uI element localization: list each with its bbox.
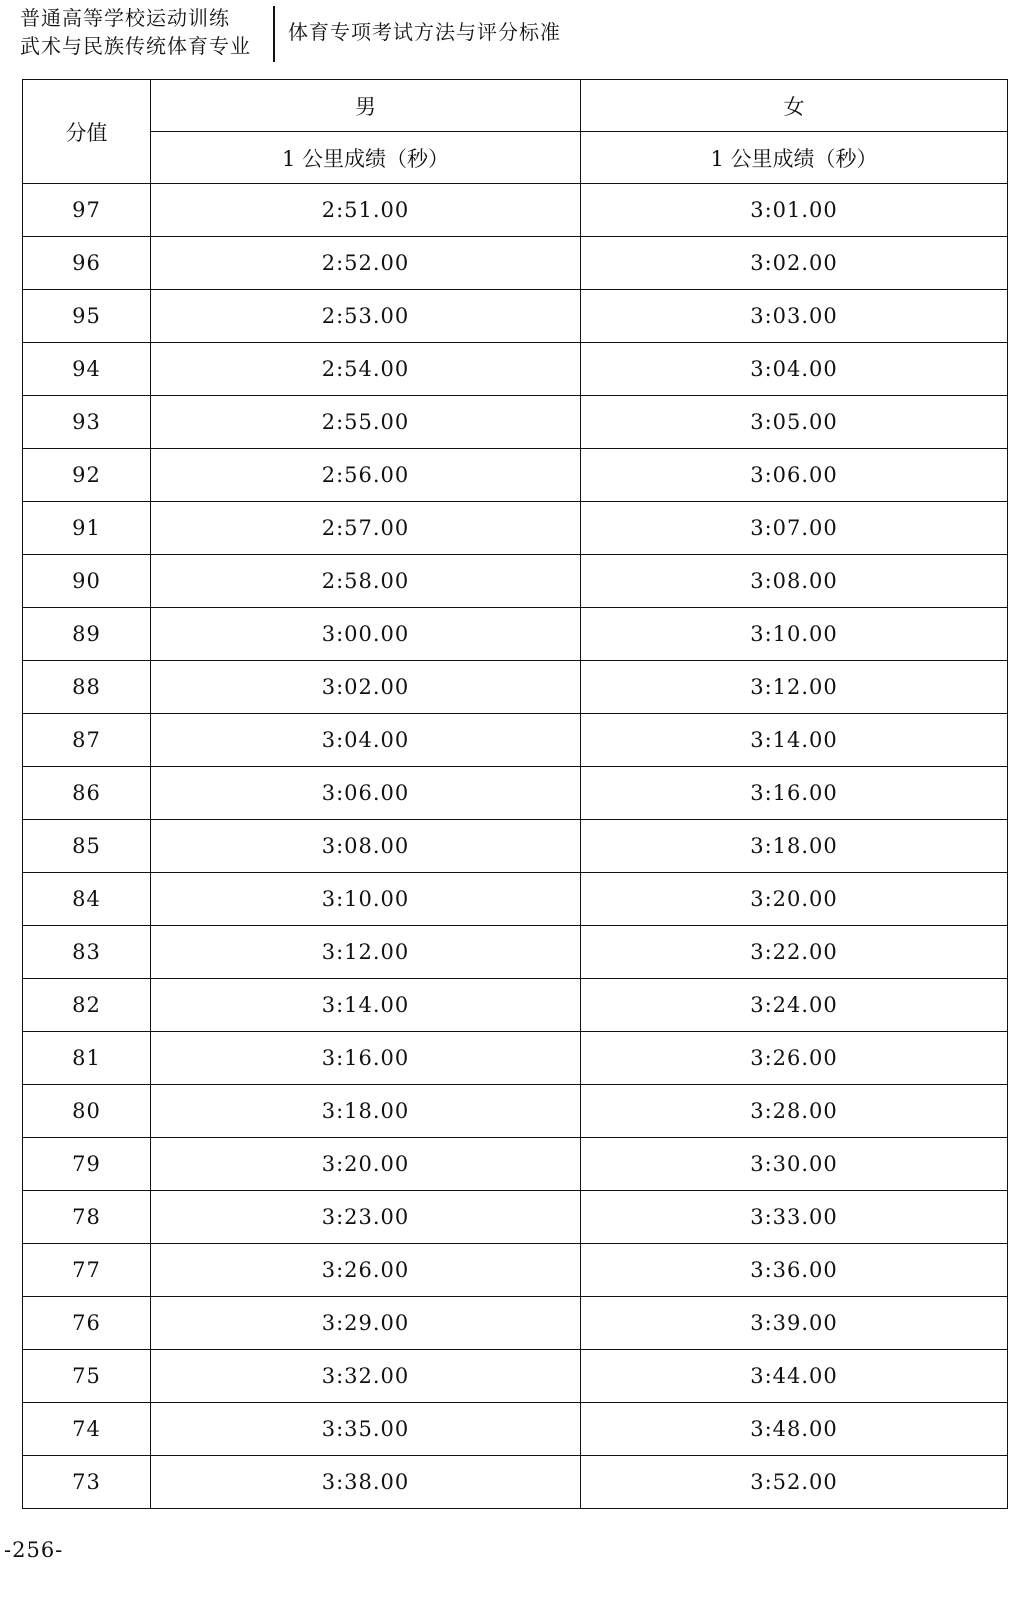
cell-score: 84 [23, 873, 151, 926]
cell-score: 86 [23, 767, 151, 820]
cell-female-time: 3:02.00 [581, 237, 1008, 290]
table-row [23, 1032, 1008, 1085]
table-row [23, 1297, 1008, 1350]
cell-score: 94 [23, 343, 151, 396]
cell-score: 78 [23, 1191, 151, 1244]
cell-male-time: 3:20.00 [151, 1138, 581, 1191]
cell-female-time: 3:08.00 [581, 555, 1008, 608]
cell-female-time: 3:12.00 [581, 661, 1008, 714]
subheader-female: 1 公里成绩（秒） [581, 132, 1008, 184]
table-row [23, 555, 1008, 608]
cell-female-time: 3:05.00 [581, 396, 1008, 449]
cell-female-time: 3:10.00 [581, 608, 1008, 661]
cell-score: 95 [23, 290, 151, 343]
cell-male-time: 3:35.00 [151, 1403, 581, 1456]
cell-female-time: 3:24.00 [581, 979, 1008, 1032]
table-row [23, 926, 1008, 979]
table-row [23, 767, 1008, 820]
table-row [23, 449, 1008, 502]
table-row [23, 1191, 1008, 1244]
cell-male-time: 3:16.00 [151, 1032, 581, 1085]
cell-female-time: 3:26.00 [581, 1032, 1008, 1085]
series-title-line1: 普通高等学校运动训练 [20, 6, 230, 30]
cell-male-time: 2:55.00 [151, 396, 581, 449]
cell-female-time: 3:36.00 [581, 1244, 1008, 1297]
cell-score: 97 [23, 184, 151, 237]
cell-male-time: 2:51.00 [151, 184, 581, 237]
page-number: -256- [4, 1538, 64, 1562]
cell-male-time: 3:12.00 [151, 926, 581, 979]
cell-score: 87 [23, 714, 151, 767]
header-male: 男 [151, 80, 581, 132]
cell-male-time: 2:54.00 [151, 343, 581, 396]
cell-female-time: 3:20.00 [581, 873, 1008, 926]
table-row [23, 979, 1008, 1032]
cell-male-time: 3:14.00 [151, 979, 581, 1032]
cell-female-time: 3:07.00 [581, 502, 1008, 555]
cell-female-time: 3:52.00 [581, 1456, 1008, 1509]
subheader-male: 1 公里成绩（秒） [151, 132, 581, 184]
table-row [23, 237, 1008, 290]
table-row [23, 1085, 1008, 1138]
table-row [23, 290, 1008, 343]
series-title [20, 4, 274, 60]
table-row [23, 343, 1008, 396]
table-row [23, 820, 1008, 873]
cell-score: 77 [23, 1244, 151, 1297]
cell-male-time: 3:00.00 [151, 608, 581, 661]
cell-male-time: 3:02.00 [151, 661, 581, 714]
cell-male-time: 2:52.00 [151, 237, 581, 290]
table-row [23, 714, 1008, 767]
cell-female-time: 3:28.00 [581, 1085, 1008, 1138]
cell-female-time: 3:39.00 [581, 1297, 1008, 1350]
table-row [23, 608, 1008, 661]
score-table-body [23, 184, 1008, 1509]
cell-female-time: 3:22.00 [581, 926, 1008, 979]
header-divider [273, 6, 275, 62]
cell-score: 89 [23, 608, 151, 661]
cell-score: 93 [23, 396, 151, 449]
cell-female-time: 3:16.00 [581, 767, 1008, 820]
table-row [23, 1350, 1008, 1403]
table-row [23, 1456, 1008, 1509]
cell-female-time: 3:33.00 [581, 1191, 1008, 1244]
cell-female-time: 3:18.00 [581, 820, 1008, 873]
cell-male-time: 3:10.00 [151, 873, 581, 926]
cell-male-time: 2:58.00 [151, 555, 581, 608]
cell-male-time: 2:56.00 [151, 449, 581, 502]
running-header [20, 4, 920, 62]
table-row [23, 396, 1008, 449]
cell-female-time: 3:01.00 [581, 184, 1008, 237]
cell-male-time: 2:53.00 [151, 290, 581, 343]
header-female: 女 [581, 80, 1008, 132]
cell-score: 80 [23, 1085, 151, 1138]
cell-female-time: 3:04.00 [581, 343, 1008, 396]
table-row [23, 1138, 1008, 1191]
header-score: 分值 [23, 80, 151, 184]
cell-score: 75 [23, 1350, 151, 1403]
cell-female-time: 3:06.00 [581, 449, 1008, 502]
cell-score: 73 [23, 1456, 151, 1509]
cell-female-time: 3:14.00 [581, 714, 1008, 767]
table-row [23, 1403, 1008, 1456]
cell-score: 96 [23, 237, 151, 290]
cell-male-time: 3:29.00 [151, 1297, 581, 1350]
cell-male-time: 3:26.00 [151, 1244, 581, 1297]
cell-score: 79 [23, 1138, 151, 1191]
cell-female-time: 3:03.00 [581, 290, 1008, 343]
cell-score: 85 [23, 820, 151, 873]
cell-female-time: 3:48.00 [581, 1403, 1008, 1456]
table-row [23, 1244, 1008, 1297]
table-row [23, 661, 1008, 714]
cell-score: 91 [23, 502, 151, 555]
cell-score: 92 [23, 449, 151, 502]
cell-male-time: 3:04.00 [151, 714, 581, 767]
cell-male-time: 3:08.00 [151, 820, 581, 873]
score-table [22, 79, 1008, 1509]
cell-score: 82 [23, 979, 151, 1032]
series-title-line2: 武术与民族传统体育专业 [20, 34, 251, 58]
cell-male-time: 3:06.00 [151, 767, 581, 820]
table-row [23, 184, 1008, 237]
cell-score: 90 [23, 555, 151, 608]
cell-score: 83 [23, 926, 151, 979]
cell-female-time: 3:44.00 [581, 1350, 1008, 1403]
cell-male-time: 3:18.00 [151, 1085, 581, 1138]
cell-score: 74 [23, 1403, 151, 1456]
cell-score: 88 [23, 661, 151, 714]
cell-male-time: 3:32.00 [151, 1350, 581, 1403]
cell-male-time: 3:38.00 [151, 1456, 581, 1509]
cell-male-time: 3:23.00 [151, 1191, 581, 1244]
cell-score: 81 [23, 1032, 151, 1085]
table-row [23, 502, 1008, 555]
cell-score: 76 [23, 1297, 151, 1350]
cell-female-time: 3:30.00 [581, 1138, 1008, 1191]
cell-male-time: 2:57.00 [151, 502, 581, 555]
table-row [23, 873, 1008, 926]
book-title: 体育专项考试方法与评分标准 [288, 20, 561, 44]
